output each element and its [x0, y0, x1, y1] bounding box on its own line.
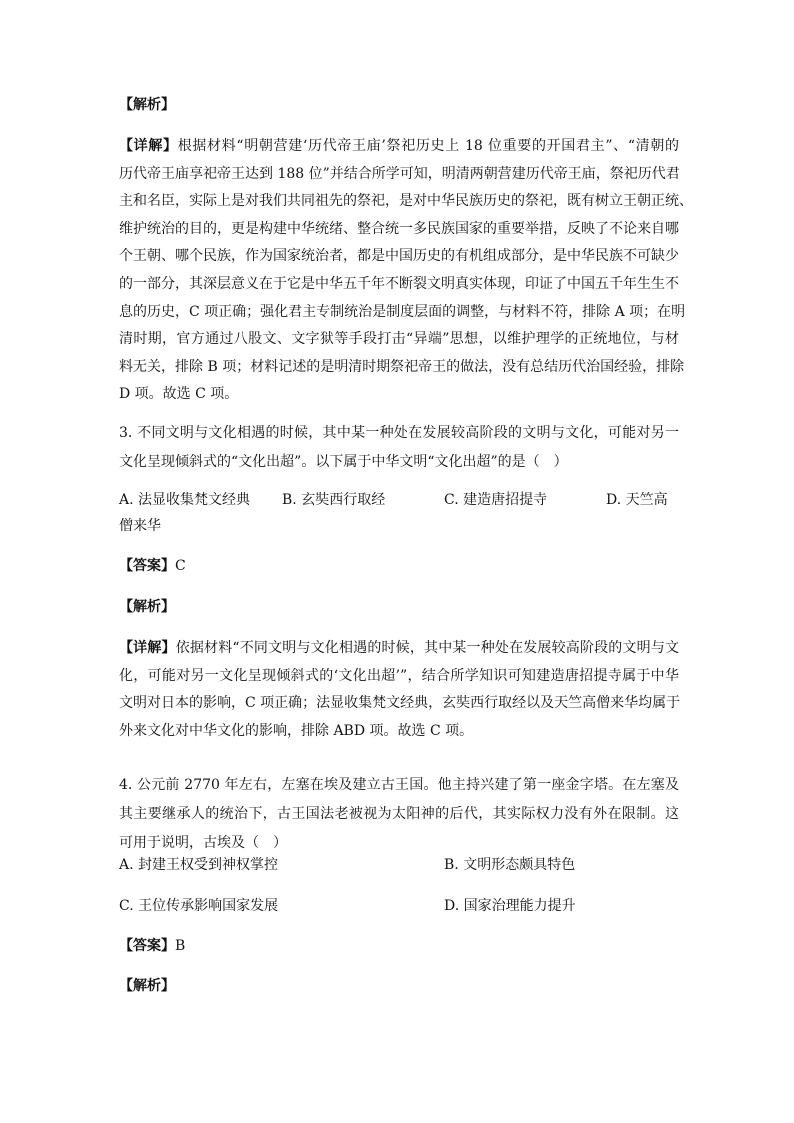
question-4-stem [119, 771, 679, 858]
explanation-line: 料无关，排除 B 项；材料记述的是明清时期祭祀帝王的做法，没有总结历代治国经验，排除 [119, 358, 685, 375]
explanation-line: D 项。故选 C 项。 [119, 386, 239, 403]
q4-option-c: C. 王位传承影响国家发展 [119, 898, 279, 914]
explanation-line: 维护统治的目的，更是构建中华统绪、整合统一多民族国家的重要举措，反映了不论来自哪 [119, 220, 679, 237]
analysis-label: 【解析】 [119, 97, 175, 113]
answer-value: B [175, 938, 186, 954]
question-line: 其主要继承人的统治下，古王国法老被视为太阳神的后代，其实际权力没有外在限制。这 [119, 806, 679, 822]
q3-option-d-continued: 僧来华 [119, 518, 161, 534]
question-line: 可用于说明，古埃及（ ） [119, 835, 287, 851]
q3-option-d: D. 天竺高 [606, 492, 668, 508]
q3-option-c: C. 建造唐招提寺 [444, 492, 548, 508]
analysis-label: 【解析】 [119, 978, 175, 994]
explanation-line: 【详解】根据材料“明朝营建‘历代帝王庙’祭祀历史上 18 位重要的开国君主”、“清朝的 [119, 138, 680, 154]
question-line: 3. 不同文明与文化相遇的时候，其中某一种处在发展较高阶段的文明与文化，可能对另一 [119, 425, 679, 441]
analysis-heading-1 [119, 92, 679, 120]
question-3-stem [119, 419, 679, 477]
detail-label: 【详解】 [119, 640, 176, 656]
q3-answer [119, 553, 679, 581]
question-line: 文化呈现倾斜式的“文化出超”。以下属于中华文明“文化出超”的是（ ） [119, 454, 568, 470]
answer-value: C [175, 558, 186, 574]
q3-analysis-heading [119, 594, 679, 622]
q3-detailed-explanation [119, 635, 679, 745]
q4-option-b: B. 文明形态颇具特色 [444, 857, 576, 873]
explanation-line: 的一部分，其深层意义在于它是中华五千年不断裂文明真实体现，印证了中国五千年生生不 [119, 275, 679, 292]
explanation-line: 清时期，官方通过八股文、文字狱等手段打击“异端”思想，以维护理学的正统地位，与材 [119, 331, 679, 348]
explanation-line: 历代帝王庙享祀帝王达到 188 位”并结合所学可知，明清两朝营建历代帝王庙，祭祀历代君 [119, 165, 680, 182]
answer-label: 【答案】 [119, 938, 175, 954]
explanation-line: 化，可能对另一文化呈现倾斜式的‘文化出超’”，结合所学知识可知建造唐招提寺属于中华 [119, 667, 679, 684]
q3-option-a: A. 法显收集梵文经典 [119, 492, 251, 508]
detail-label: 【详解】 [119, 138, 178, 154]
q4-answer [119, 933, 679, 961]
question-line: 4. 公元前 2770 年左右，左塞在埃及建立古王国。他主持兴建了第一座金字塔。在左塞及 [119, 777, 679, 793]
q4-option-a: A. 封建王权受到神权掌控 [119, 857, 279, 873]
explanation-line: 文明对日本的影响，C 项正确；法显收集梵文经典，玄奘西行取经以及天竺高僧来华均属于 [119, 695, 681, 712]
explanation-line: 息的历史，C 项正确；强化君主专制统治是制度层面的调整，与材料不符，排除 A 项；在明 [119, 303, 686, 320]
q4-analysis-heading [119, 973, 679, 1001]
q3-option-b: B. 玄奘西行取经 [282, 492, 386, 508]
explanation-line: 个王朝、哪个民族，作为国家统治者，都是中国历史的有机组成部分，是中华民族不可缺少 [119, 248, 679, 265]
explanation-line: 【详解】依据材料“不同文明与文化相遇的时候，其中某一种处在发展较高阶段的文明与文 [119, 640, 680, 656]
q4-option-d: D. 国家治理能力提升 [444, 898, 576, 914]
explanation-line: 外来文化对中华文化的影响，排除 ABD 项。故选 C 项。 [119, 722, 474, 739]
analysis-label: 【解析】 [119, 599, 175, 615]
answer-label: 【答案】 [119, 558, 175, 574]
explanation-line: 主和名臣，实际上是对我们共同祖先的祭祀，是对中华民族历史的祭祀，既有树立王朝正统、 [119, 193, 693, 210]
detailed-explanation-1 [119, 133, 693, 409]
